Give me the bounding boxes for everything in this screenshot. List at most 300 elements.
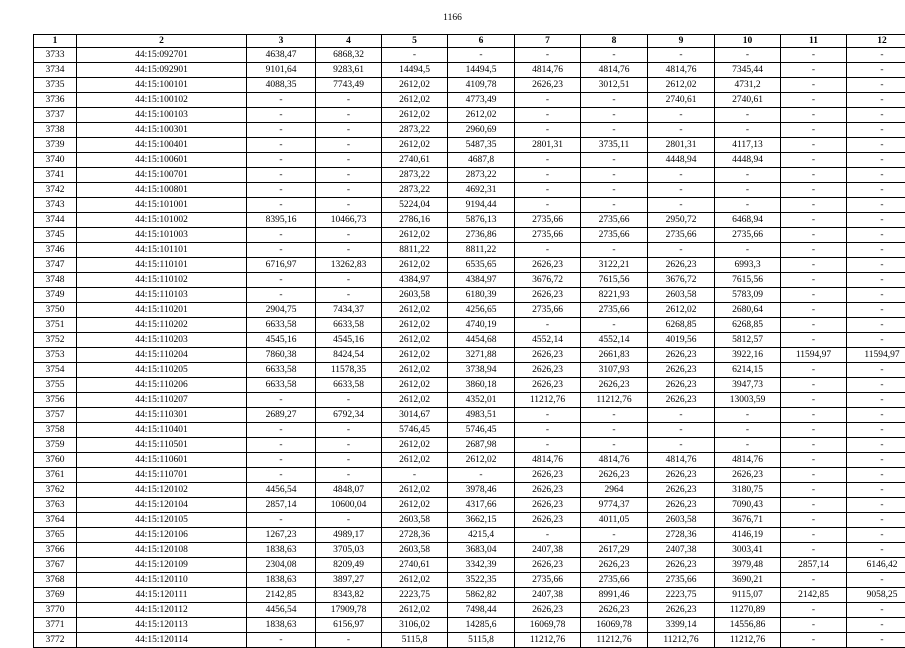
table-cell: - <box>448 48 515 63</box>
table-cell: 2603,58 <box>382 513 448 528</box>
table-cell: - <box>316 633 382 648</box>
table-cell: 3746 <box>34 243 77 258</box>
table-cell: 2223,75 <box>382 588 448 603</box>
table-cell: 5115,8 <box>448 633 515 648</box>
table-cell: 11212,76 <box>515 633 581 648</box>
table-cell: 44:15:110201 <box>77 303 247 318</box>
table-cell: 3742 <box>34 183 77 198</box>
table-cell: 6156,97 <box>316 618 382 633</box>
table-cell: - <box>847 303 905 318</box>
table-cell: 2735,66 <box>515 303 581 318</box>
table-cell: 2735,66 <box>515 573 581 588</box>
table-cell: 44:15:110203 <box>77 333 247 348</box>
table-cell: - <box>316 423 382 438</box>
table-row <box>34 558 905 573</box>
table-cell: - <box>781 318 847 333</box>
table-cell: 4814,76 <box>648 63 715 78</box>
table-cell: 7743,49 <box>316 78 382 93</box>
table-cell: 3012,51 <box>581 78 648 93</box>
table-cell: 3745 <box>34 228 77 243</box>
column-header: 8 <box>581 35 648 48</box>
table-cell: 2612,02 <box>382 318 448 333</box>
table-cell: - <box>581 528 648 543</box>
table-cell: - <box>247 513 316 528</box>
table-cell: 44:15:120102 <box>77 483 247 498</box>
table-cell: 2626,23 <box>581 378 648 393</box>
table-cell: 44:15:120106 <box>77 528 247 543</box>
table-cell: - <box>847 138 905 153</box>
table-cell: 3180,75 <box>715 483 781 498</box>
table-cell: 5812,57 <box>715 333 781 348</box>
table-cell: 2873,22 <box>382 123 448 138</box>
table-cell: - <box>316 168 382 183</box>
table-cell: 3744 <box>34 213 77 228</box>
table-cell: - <box>847 453 905 468</box>
table-cell: - <box>515 438 581 453</box>
table-cell: - <box>581 408 648 423</box>
table-cell: - <box>316 183 382 198</box>
table-cell: - <box>847 498 905 513</box>
table-cell: - <box>316 123 382 138</box>
table-cell: 2626,23 <box>515 483 581 498</box>
table-cell: 7615,56 <box>581 273 648 288</box>
table-cell: - <box>781 573 847 588</box>
table-cell: - <box>781 468 847 483</box>
table-row <box>34 318 905 333</box>
table-cell: 4814,76 <box>581 63 648 78</box>
table-cell: 6146,42 <box>847 558 905 573</box>
table-cell: - <box>515 318 581 333</box>
table-cell: - <box>847 393 905 408</box>
table-cell: - <box>715 198 781 213</box>
table-cell: - <box>847 513 905 528</box>
table-cell: 2626,23 <box>581 558 648 573</box>
table-cell: 3750 <box>34 303 77 318</box>
table-row <box>34 408 905 423</box>
table-cell: 2735,66 <box>581 213 648 228</box>
table-cell: 2617,29 <box>581 543 648 558</box>
table-cell: 4814,76 <box>648 453 715 468</box>
table-cell: - <box>581 153 648 168</box>
table-cell: 3676,72 <box>515 273 581 288</box>
table-cell: - <box>247 228 316 243</box>
table-cell: 3755 <box>34 378 77 393</box>
table-row <box>34 228 905 243</box>
table-row <box>34 528 905 543</box>
table-cell: 11578,35 <box>316 363 382 378</box>
table-cell: - <box>581 198 648 213</box>
table-cell: - <box>781 258 847 273</box>
table-cell: 3765 <box>34 528 77 543</box>
table-row <box>34 183 905 198</box>
table-cell: 3271,88 <box>448 348 515 363</box>
table-row <box>34 123 905 138</box>
table-cell: 5115,8 <box>382 633 448 648</box>
table-cell: 6468,94 <box>715 213 781 228</box>
table-cell: 2626,23 <box>515 288 581 303</box>
table-cell: 8209,49 <box>316 558 382 573</box>
table-cell: 2689,27 <box>247 408 316 423</box>
table-cell: - <box>847 573 905 588</box>
table-cell: 5862,82 <box>448 588 515 603</box>
table-cell: 3690,21 <box>715 573 781 588</box>
table-cell: 2626,23 <box>648 558 715 573</box>
table-cell: - <box>847 198 905 213</box>
table-cell: 3747 <box>34 258 77 273</box>
table-cell: - <box>648 48 715 63</box>
table-cell: 2626,23 <box>515 558 581 573</box>
table-cell: - <box>581 423 648 438</box>
table-cell: 2612,02 <box>382 573 448 588</box>
table-row <box>34 333 905 348</box>
table-cell: 2735,66 <box>581 303 648 318</box>
table-header-row <box>34 35 905 48</box>
table-cell: 4456,54 <box>247 483 316 498</box>
table-cell: 2626,23 <box>648 603 715 618</box>
table-cell: - <box>847 618 905 633</box>
table-row <box>34 438 905 453</box>
table-cell: 2612,02 <box>448 453 515 468</box>
table-cell: 5746,45 <box>448 423 515 438</box>
table-cell: 9115,07 <box>715 588 781 603</box>
table-cell: - <box>781 63 847 78</box>
table-row <box>34 468 905 483</box>
table-cell: - <box>781 528 847 543</box>
page-number: 1166 <box>0 13 905 24</box>
table-cell: 4215,4 <box>448 528 515 543</box>
table-cell: 14494,5 <box>382 63 448 78</box>
table-cell: 4448,94 <box>648 153 715 168</box>
table-cell: - <box>316 153 382 168</box>
table-cell: - <box>581 318 648 333</box>
table-cell: 2612,02 <box>382 258 448 273</box>
table-cell: - <box>316 513 382 528</box>
table-cell: 44:15:120105 <box>77 513 247 528</box>
table-cell: 4384,97 <box>382 273 448 288</box>
table-cell: - <box>781 183 847 198</box>
table-cell: 44:15:092701 <box>77 48 247 63</box>
table-cell: 3897,27 <box>316 573 382 588</box>
table-cell: - <box>648 408 715 423</box>
table-cell: 2626,23 <box>648 393 715 408</box>
table-cell: - <box>847 78 905 93</box>
table-cell: 14494,5 <box>448 63 515 78</box>
table-cell: 7498,44 <box>448 603 515 618</box>
table-cell: 7860,38 <box>247 348 316 363</box>
table-cell: 3003,41 <box>715 543 781 558</box>
table-cell: - <box>781 378 847 393</box>
table-cell: - <box>847 168 905 183</box>
table-row <box>34 363 905 378</box>
table-cell: 6868,32 <box>316 48 382 63</box>
table-cell: - <box>247 288 316 303</box>
table-cell: 1267,23 <box>247 528 316 543</box>
table-cell: 6268,85 <box>715 318 781 333</box>
table-cell: 11212,76 <box>715 633 781 648</box>
table-cell: 5224,04 <box>382 198 448 213</box>
table-cell: - <box>515 168 581 183</box>
table-cell: 3676,72 <box>648 273 715 288</box>
table-cell: 2612,02 <box>648 303 715 318</box>
table-row <box>34 48 905 63</box>
table-cell: 3947,73 <box>715 378 781 393</box>
table-cell: - <box>847 603 905 618</box>
table-cell: - <box>781 273 847 288</box>
table-row <box>34 618 905 633</box>
table-cell: 3683,04 <box>448 543 515 558</box>
table-cell: - <box>847 528 905 543</box>
table-row <box>34 633 905 648</box>
table-cell: 2626,23 <box>581 603 648 618</box>
table-cell: - <box>247 273 316 288</box>
table-cell: - <box>781 483 847 498</box>
table-cell: 2735,66 <box>715 228 781 243</box>
table-cell: - <box>781 498 847 513</box>
table-cell: 5487,35 <box>448 138 515 153</box>
table-cell: - <box>316 228 382 243</box>
table-cell: - <box>581 183 648 198</box>
table-cell: - <box>781 138 847 153</box>
table-cell: 44:15:100601 <box>77 153 247 168</box>
table-cell: 44:15:120110 <box>77 573 247 588</box>
table-cell: 4989,17 <box>316 528 382 543</box>
table-cell: - <box>847 93 905 108</box>
table-cell: 2603,58 <box>648 288 715 303</box>
table-cell: 2626,23 <box>515 468 581 483</box>
table-cell: 44:15:110103 <box>77 288 247 303</box>
table-cell: - <box>581 108 648 123</box>
table-cell: 3752 <box>34 333 77 348</box>
table-cell: 2223,75 <box>648 588 715 603</box>
table-cell: - <box>847 63 905 78</box>
table-cell: - <box>781 333 847 348</box>
table-cell: 10600,04 <box>316 498 382 513</box>
table-row <box>34 603 905 618</box>
table-cell: - <box>781 543 847 558</box>
table-cell: 4773,49 <box>448 93 515 108</box>
table-cell: - <box>715 243 781 258</box>
table-cell: 3979,48 <box>715 558 781 573</box>
table-cell: 2304,08 <box>247 558 316 573</box>
table-cell: 4814,76 <box>581 453 648 468</box>
table-cell: - <box>648 183 715 198</box>
table-cell: 2612,02 <box>382 138 448 153</box>
table-cell: - <box>316 138 382 153</box>
table-cell: 10466,73 <box>316 213 382 228</box>
table-cell: 4552,14 <box>515 333 581 348</box>
table-cell: 4352,01 <box>448 393 515 408</box>
table-cell: - <box>847 543 905 558</box>
table-cell: - <box>847 468 905 483</box>
table-cell: - <box>648 108 715 123</box>
table-cell: 2735,66 <box>581 228 648 243</box>
table-cell: - <box>781 78 847 93</box>
table-cell: 44:15:120113 <box>77 618 247 633</box>
table-cell: - <box>515 528 581 543</box>
table-cell: 2626,23 <box>648 483 715 498</box>
table-cell: 3738 <box>34 123 77 138</box>
table-row <box>34 153 905 168</box>
table-cell: - <box>847 273 905 288</box>
table-cell: 2687,98 <box>448 438 515 453</box>
table-cell: 3766 <box>34 543 77 558</box>
table-cell: 2735,66 <box>648 228 715 243</box>
table-cell: - <box>316 468 382 483</box>
table-cell: - <box>316 288 382 303</box>
table-row <box>34 303 905 318</box>
table-cell: 6716,97 <box>247 258 316 273</box>
table-cell: 2786,16 <box>382 213 448 228</box>
table-cell: - <box>515 183 581 198</box>
table-cell: - <box>715 423 781 438</box>
table-cell: 2964 <box>581 483 648 498</box>
table-cell: 2603,58 <box>382 543 448 558</box>
table-cell: 4983,51 <box>448 408 515 423</box>
table-cell: - <box>847 48 905 63</box>
table-cell: 6633,58 <box>247 363 316 378</box>
table-cell: 9058,25 <box>847 588 905 603</box>
table-row <box>34 573 905 588</box>
table-cell: 2626,23 <box>515 603 581 618</box>
table-cell: 4384,97 <box>448 273 515 288</box>
table-cell: 3860,18 <box>448 378 515 393</box>
table-cell: - <box>847 333 905 348</box>
table-cell: 44:15:100101 <box>77 78 247 93</box>
table-cell: 44:15:110205 <box>77 363 247 378</box>
table-cell: 2612,02 <box>382 483 448 498</box>
table-cell: 3014,67 <box>382 408 448 423</box>
table-cell: - <box>448 468 515 483</box>
table-cell: - <box>847 318 905 333</box>
table-cell: 2680,64 <box>715 303 781 318</box>
table-cell: 4256,65 <box>448 303 515 318</box>
column-header: 2 <box>77 35 247 48</box>
table-cell: 14556,86 <box>715 618 781 633</box>
table-cell: 3771 <box>34 618 77 633</box>
table-cell: 6633,58 <box>316 378 382 393</box>
table-cell: 2612,02 <box>382 78 448 93</box>
table-cell: 44:15:110301 <box>77 408 247 423</box>
table-cell: 2740,61 <box>715 93 781 108</box>
table-cell: 3758 <box>34 423 77 438</box>
table-cell: 44:15:110501 <box>77 438 247 453</box>
table-cell: 2407,38 <box>648 543 715 558</box>
table-cell: 3676,71 <box>715 513 781 528</box>
table-row <box>34 108 905 123</box>
table-row <box>34 498 905 513</box>
table-cell: - <box>515 123 581 138</box>
table-cell: 6180,39 <box>448 288 515 303</box>
table-cell: 2603,58 <box>648 513 715 528</box>
table-cell: - <box>847 228 905 243</box>
table-cell: - <box>382 468 448 483</box>
table-cell: - <box>715 48 781 63</box>
table-cell: 3753 <box>34 348 77 363</box>
table-cell: - <box>781 153 847 168</box>
table-cell: 9774,37 <box>581 498 648 513</box>
table-cell: 4545,16 <box>247 333 316 348</box>
column-header: 1 <box>34 35 77 48</box>
table-cell: 3762 <box>34 483 77 498</box>
table-cell: - <box>715 408 781 423</box>
table-cell: 2612,02 <box>382 363 448 378</box>
table-cell: - <box>247 633 316 648</box>
table-cell: 44:15:110207 <box>77 393 247 408</box>
table-cell: 17909,78 <box>316 603 382 618</box>
table-cell: - <box>648 438 715 453</box>
table-cell: - <box>316 273 382 288</box>
table-cell: - <box>247 423 316 438</box>
table-cell: 8811,22 <box>448 243 515 258</box>
column-header: 11 <box>781 35 847 48</box>
table-cell: 13262,83 <box>316 258 382 273</box>
table-cell: 44:15:100301 <box>77 123 247 138</box>
table-cell: 16069,78 <box>581 618 648 633</box>
column-header: 6 <box>448 35 515 48</box>
table-cell: - <box>781 618 847 633</box>
table-cell: 6535,65 <box>448 258 515 273</box>
table-cell: 4456,54 <box>247 603 316 618</box>
table-cell: 44:15:100801 <box>77 183 247 198</box>
table-cell: - <box>515 108 581 123</box>
table-cell: 2626,23 <box>648 498 715 513</box>
table-row <box>34 243 905 258</box>
table-cell: 6633,58 <box>247 318 316 333</box>
table-cell: - <box>581 168 648 183</box>
table-cell: 6268,85 <box>648 318 715 333</box>
table-cell: 3741 <box>34 168 77 183</box>
table-cell: - <box>781 423 847 438</box>
table-cell: - <box>781 363 847 378</box>
table-row <box>34 588 905 603</box>
table-cell: 7090,43 <box>715 498 781 513</box>
table-cell: - <box>847 408 905 423</box>
table-cell: 3743 <box>34 198 77 213</box>
table-cell: 2857,14 <box>247 498 316 513</box>
table-cell: - <box>781 213 847 228</box>
table-cell: 2735,66 <box>515 228 581 243</box>
table-cell: - <box>715 168 781 183</box>
table-cell: - <box>316 198 382 213</box>
table-cell: 4088,35 <box>247 78 316 93</box>
table-cell: 2626,23 <box>648 348 715 363</box>
table-cell: 44:15:110204 <box>77 348 247 363</box>
table-cell: 44:15:110206 <box>77 378 247 393</box>
table-cell: - <box>581 438 648 453</box>
table-cell: 3756 <box>34 393 77 408</box>
table-cell: 2735,66 <box>648 573 715 588</box>
data-table <box>33 34 905 648</box>
table-cell: 3772 <box>34 633 77 648</box>
table-row <box>34 288 905 303</box>
table-cell: - <box>847 363 905 378</box>
table-cell: - <box>581 48 648 63</box>
table-cell: 44:15:100103 <box>77 108 247 123</box>
table-cell: - <box>382 48 448 63</box>
column-header: 7 <box>515 35 581 48</box>
table-cell: 44:15:120112 <box>77 603 247 618</box>
table-cell: - <box>715 123 781 138</box>
column-header: 5 <box>382 35 448 48</box>
table-cell: - <box>515 153 581 168</box>
table-cell: - <box>515 423 581 438</box>
table-cell: 44:15:101002 <box>77 213 247 228</box>
table-cell: - <box>515 243 581 258</box>
table-cell: 2626,23 <box>515 363 581 378</box>
table-cell: 2728,36 <box>382 528 448 543</box>
table-cell: 2626,23 <box>648 363 715 378</box>
table-cell: 44:15:101001 <box>77 198 247 213</box>
